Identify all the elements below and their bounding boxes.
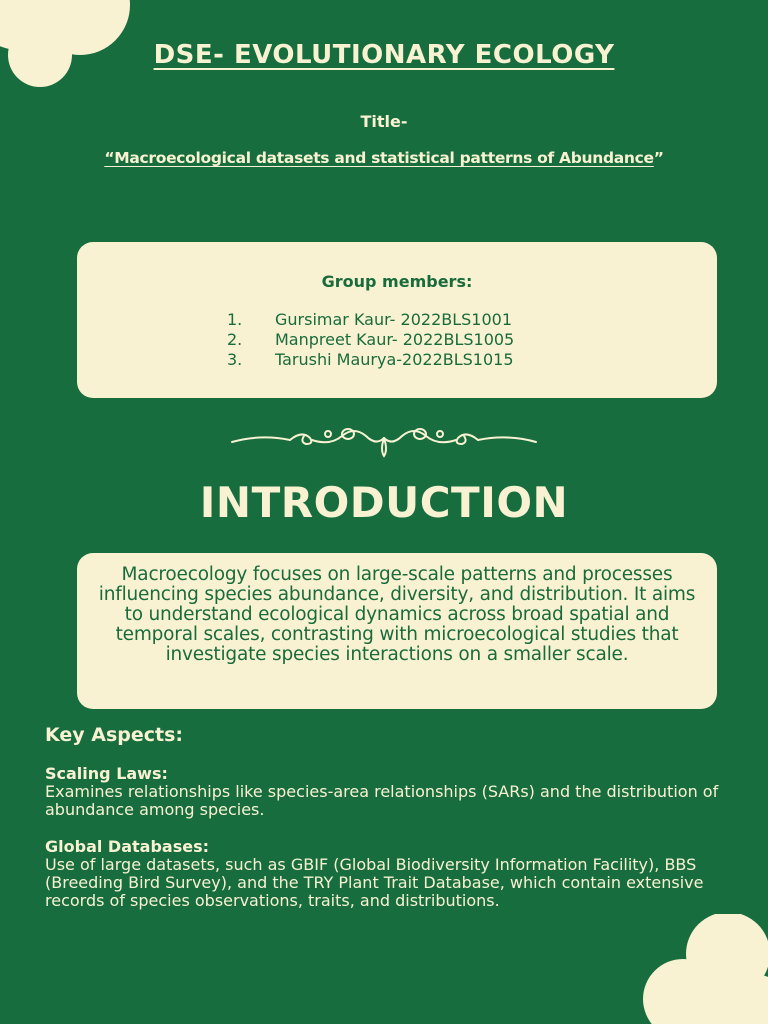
flourish-divider [230, 420, 538, 460]
introduction-text: Macroecology focuses on large-scale patterns and processes influencing species abundance, diversity, and distribution. It aims to understand ecological dynamics across broad spatial and temporal scales, contrasting with microecological studies that investigate species interactions on a smaller scale. [98, 564, 696, 665]
member-name: Manpreet Kaur- 2022BLS1005 [275, 330, 515, 349]
group-members-card [77, 242, 717, 398]
member-name: Tarushi Maurya-2022BLS1015 [275, 350, 514, 369]
poster-title: DSE- EVOLUTIONARY ECOLOGY [153, 40, 615, 70]
cloud-decoration-bottom-right [628, 914, 768, 1024]
section-text: Use of large datasets, such as GBIF (Global Biodiversity Information Facility), BBS (Breeding Bird Survey), and the TRY Plant Trait Database, which contain extensive records of species observations, traits, and distributions. [45, 855, 704, 910]
member-number: 2. [227, 330, 243, 349]
member-number: 3. [227, 350, 243, 369]
member-item [227, 310, 514, 330]
section-heading: Global Databases: [45, 837, 209, 856]
scaling-laws-section [45, 765, 735, 819]
group-members-list [227, 310, 514, 370]
project-subtitle [0, 149, 768, 167]
subtitle-text: “Macroecological datasets and statistical patterns of Abundance [104, 149, 654, 167]
introduction-card [77, 553, 717, 709]
member-item [227, 330, 514, 350]
key-aspects-heading: Key Aspects: [45, 724, 184, 746]
introduction-heading: INTRODUCTION [199, 478, 569, 527]
title-label: Title- [360, 112, 408, 131]
global-databases-section [45, 838, 735, 910]
member-item [227, 350, 514, 370]
group-members-heading: Group members: [321, 272, 473, 291]
member-number: 1. [227, 310, 243, 329]
member-name: Gursimar Kaur- 2022BLS1001 [275, 310, 513, 329]
section-heading: Scaling Laws: [45, 764, 168, 783]
subtitle-closing-quote: ” [653, 149, 664, 167]
section-text: Examines relationships like species-area relationships (SARs) and the distribution of abundance among species. [45, 782, 719, 819]
